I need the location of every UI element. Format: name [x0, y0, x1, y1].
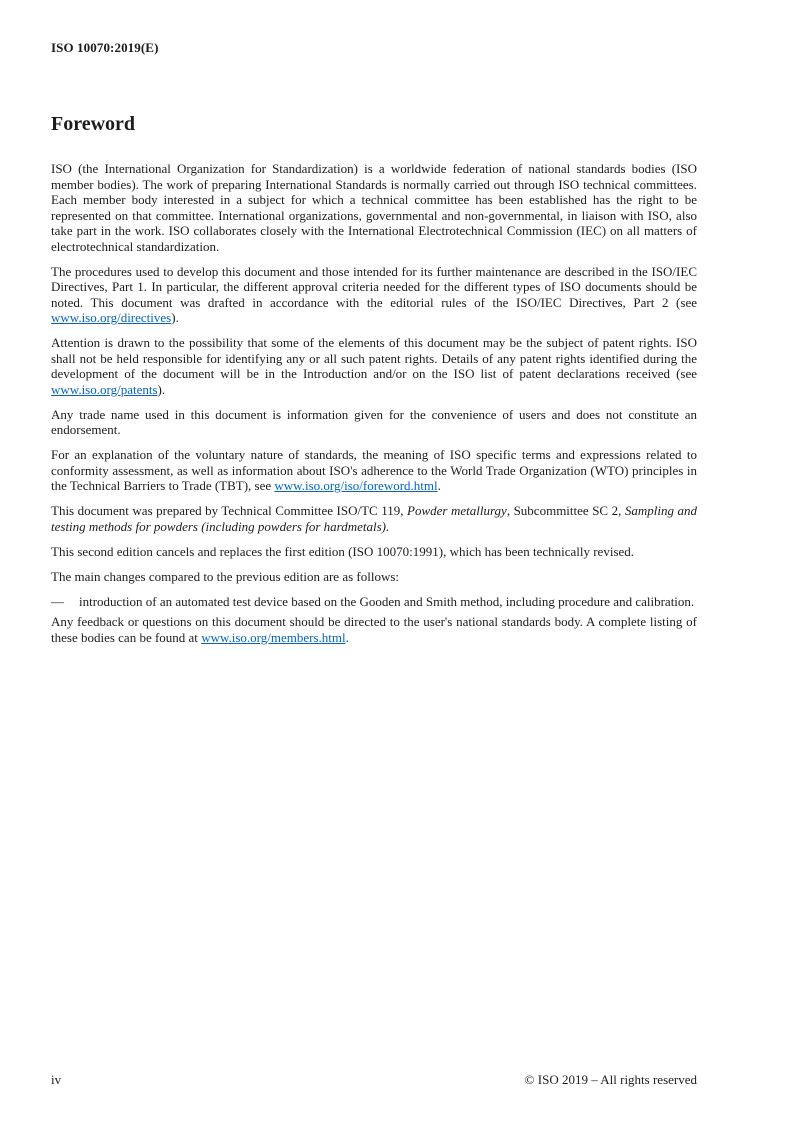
paragraph — [51, 407, 697, 438]
paragraph — [51, 264, 697, 326]
text-run: ). — [157, 381, 166, 397]
text-run: ). — [171, 310, 179, 325]
italic-text: Sampling and testing methods for powders (including powders for hardmetals). — [51, 503, 698, 534]
paragraph — [51, 447, 697, 494]
hyperlink[interactable]: www.iso.org/patents — [51, 381, 158, 397]
text-run: Any trade name used in this document is information given for the convenience of users and does not constitute an endorsement. — [51, 406, 697, 437]
text-run: This second edition cancels and replaces the first edition (ISO 10070:1991), which has been technically revised. — [51, 543, 635, 559]
paragraph — [51, 161, 697, 254]
text-run: . — [345, 629, 349, 645]
paragraph — [51, 544, 697, 560]
italic-text: Powder metallurgy — [407, 503, 507, 518]
text-run: , Subcommittee SC 2, — [506, 503, 625, 518]
paragraph — [51, 569, 697, 585]
page-title: Foreword — [51, 113, 136, 135]
paragraph — [51, 614, 697, 645]
bullet-dash: — — [51, 593, 64, 609]
text-run: introduction of an automated test device based on the Gooden and Smith method, including procedure and calibration. — [79, 593, 695, 609]
text-run: The main changes compared to the previous edition are as follows: — [51, 568, 400, 584]
page-number: iv — [51, 1072, 62, 1087]
hyperlink[interactable]: www.iso.org/directives — [51, 310, 172, 325]
hyperlink[interactable]: www.iso.org/iso/foreword.html — [274, 478, 438, 493]
paragraph — [51, 335, 697, 397]
text-run: Attention is drawn to the possibility that some of the elements of this document may be the subject of patent rights. ISO shall not be held responsible for identifying any or all such patent rights. Details of any patent rights identified during the development of the document will be in the Introduction and/or on the ISO list of patent declarations received (see — [51, 335, 697, 381]
document-body — [51, 161, 697, 1072]
copyright-notice: © ISO 2019 – All rights reserved — [524, 1072, 697, 1087]
bullet-text — [79, 594, 697, 610]
bullet-item — [51, 594, 697, 610]
text-run: . — [437, 478, 441, 493]
text-run: ISO (the International Organization for Standardization) is a worldwide federation of national standards bodies (ISO member bodies). The work of preparing International Standards is normally carried out through ISO technical committees. Each member body interested in a subject for which a technical committee has been established has the right to be represented on that committee. International organizations, governmental and non-governmental, in liaison with ISO, also take part in the work. ISO collaborates closely with the International Electrotechnical Commission (IEC) on all matters of electrotechnical standardization. — [51, 161, 697, 254]
text-run: The procedures used to develop this document and those intended for its further maintenance are described in the ISO/IEC Directives, Part 1. In particular, the different approval criteria needed for the different types of ISO documents should be noted. This document was drafted in accordance with the editorial rules of the ISO/IEC Directives, Part 2 (see — [51, 263, 697, 310]
document-header: ISO 10070:2019(E) — [51, 40, 159, 55]
hyperlink[interactable]: www.iso.org/members.html — [201, 629, 346, 645]
text-run: Any feedback or questions on this document should be directed to the user's national standards body. A complete listing of these bodies can be found at — [51, 614, 697, 645]
text-run: This document was prepared by Technical Committee ISO/TC 119, — [51, 503, 408, 518]
page-footer — [51, 1072, 697, 1088]
paragraph — [51, 503, 697, 534]
text-run: For an explanation of the voluntary nature of standards, the meaning of ISO specific terms and expressions related to conformity assessment, as well as information about ISO's adherence to the World Trade Organization (WTO) principles in the Technical Barriers to Trade (TBT), see — [51, 447, 697, 493]
